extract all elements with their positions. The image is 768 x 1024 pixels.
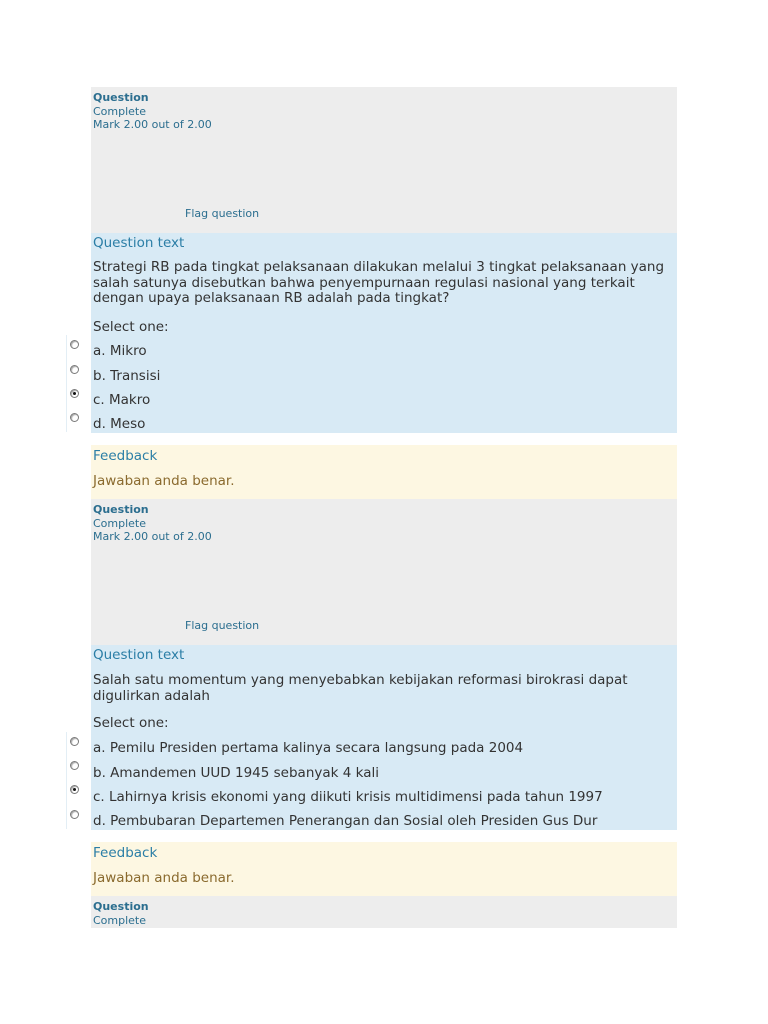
option-label-d[interactable]: d. Meso — [93, 416, 146, 432]
option-radio-b[interactable] — [70, 761, 79, 770]
feedback-box-2 — [91, 842, 677, 896]
option-radio-b[interactable] — [70, 365, 79, 374]
select-one-label: Select one: — [93, 319, 169, 335]
option-radio-d[interactable] — [70, 810, 79, 819]
select-one-label: Select one: — [93, 715, 169, 731]
question-state: Complete — [93, 914, 147, 927]
feedback-text: Jawaban anda benar. — [93, 473, 235, 489]
question-grade: Mark 2.00 out of 2.00 — [93, 530, 212, 543]
question-label: Question — [93, 503, 149, 516]
option-radio-c[interactable] — [70, 785, 79, 794]
question-text-heading: Question text — [93, 647, 185, 663]
option-label-b[interactable]: b. Transisi — [93, 368, 161, 384]
option-label-c[interactable]: c. Makro — [93, 392, 151, 408]
question-content-1 — [91, 233, 677, 433]
question-text: Salah satu momentum yang menyebabkan kebijakan reformasi birokrasi dapat digulirkan adalah — [93, 672, 628, 704]
option-label-a[interactable]: a. Mikro — [93, 343, 147, 359]
question-info-3 — [91, 896, 677, 928]
option-radio-d[interactable] — [70, 413, 79, 422]
question-grade: Mark 2.00 out of 2.00 — [93, 118, 212, 131]
flag-question-link[interactable]: Flag question — [185, 207, 260, 220]
question-label: Question — [93, 900, 149, 913]
question-label: Question — [93, 91, 149, 104]
option-label-a[interactable]: a. Pemilu Presiden pertama kalinya secara langsung pada 2004 — [93, 740, 524, 756]
question-info-2 — [91, 499, 677, 645]
option-radio-a[interactable] — [70, 737, 79, 746]
option-label-b[interactable]: b. Amandemen UUD 1945 sebanyak 4 kali — [93, 765, 379, 781]
question-text-heading: Question text — [93, 235, 185, 251]
feedback-box-1 — [91, 445, 677, 499]
option-radio-a[interactable] — [70, 340, 79, 349]
question-state: Complete — [93, 517, 147, 530]
option-radio-c[interactable] — [70, 389, 79, 398]
feedback-heading: Feedback — [93, 448, 158, 464]
option-label-d[interactable]: d. Pembubaran Departemen Penerangan dan Sosial oleh Presiden Gus Dur — [93, 813, 598, 829]
radio-rail — [66, 335, 67, 432]
question-text: Strategi RB pada tingkat pelaksanaan dilakukan melalui 3 tingkat pelaksanaan yang salah satunya disebutkan bahwa penyempurnaan regulasi nasional yang terkait dengan upaya pelaksanaan RB adalah pada tingkat? — [93, 259, 665, 306]
radio-rail — [66, 732, 67, 829]
feedback-text: Jawaban anda benar. — [93, 870, 235, 886]
flag-question-link[interactable]: Flag question — [185, 619, 260, 632]
question-info-1 — [91, 87, 677, 233]
option-label-c[interactable]: c. Lahirnya krisis ekonomi yang diikuti krisis multidimensi pada tahun 1997 — [93, 789, 603, 805]
question-state: Complete — [93, 105, 147, 118]
feedback-heading: Feedback — [93, 845, 158, 861]
